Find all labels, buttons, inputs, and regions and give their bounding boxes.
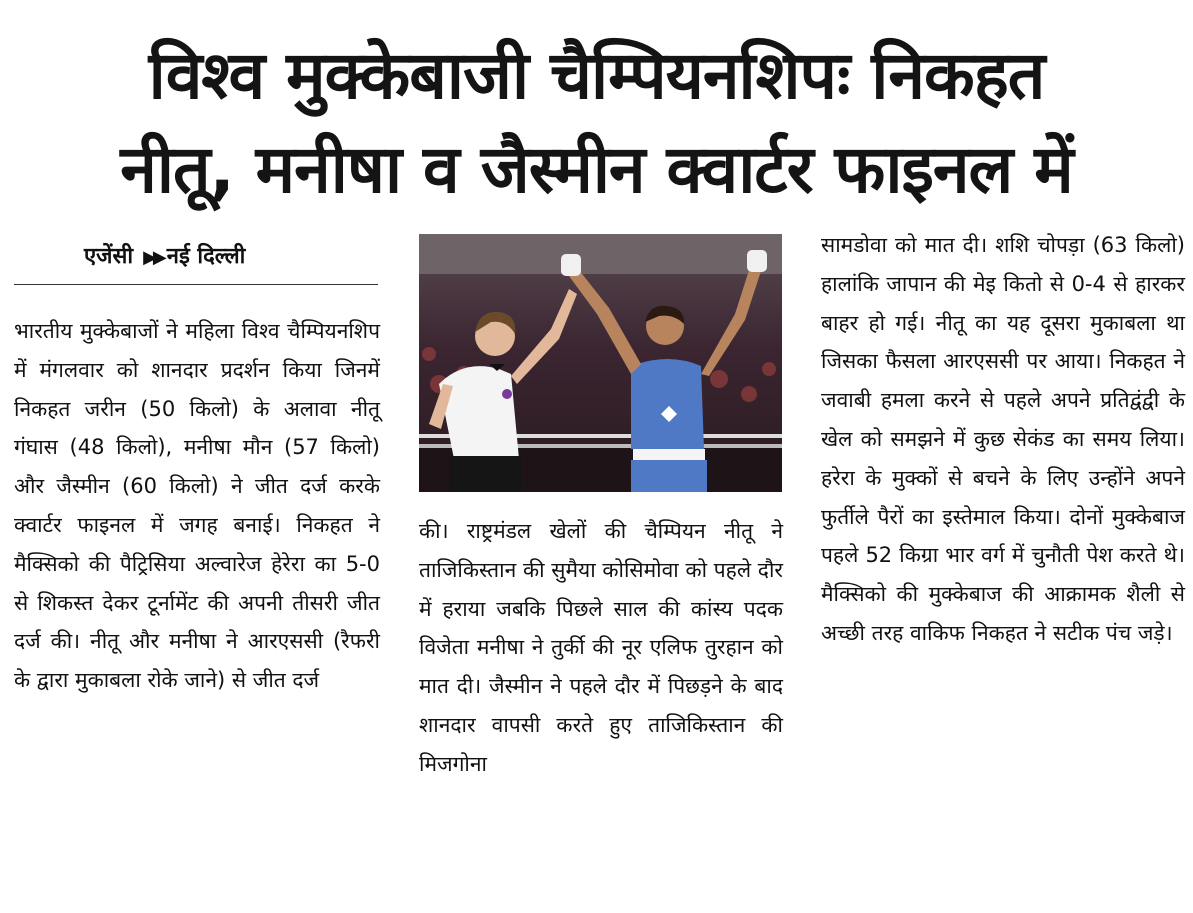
column-1-text: भारतीय मुक्केबाजों ने महिला विश्व चैम्पियनशिप में मंगलवार को शानदार प्रदर्शन किया जिनमें निकहत जरीन (50 किलो) के अलावा नीतू गंघास (48 किलो), मनीषा मौन (57 किलो) और जैस्मीन (60 किलो) ने जीत दर्ज करके क्वार्टर फाइनल में जगह बनाई। निकहत ने मैक्सिको की पैट्रिसिया अल्वारेज हेरेरा का 5-0 से शिकस्त देकर टूर्नामेंट की अपनी तीसरी जीत दर्ज की। नीतू और मनीषा ने आरएससी (रैफरी के द्वारा मुकाबला रोके जाने) से जीत दर्ज xyxy=(14,319,380,693)
boxing-photo xyxy=(419,234,782,492)
referee-raising-boxer-arm-illustration xyxy=(419,234,782,492)
byline-city: नई दिल्ली xyxy=(166,244,246,269)
article-column-3 xyxy=(821,226,1185,653)
play-arrows-icon: ▶▶ xyxy=(143,247,163,268)
article-column-2 xyxy=(419,512,783,784)
byline-divider xyxy=(14,284,378,285)
headline-line-1: विश्व मुक्केबाजी चैम्पियनशिपः निकहत xyxy=(148,37,1045,114)
column-3-text: सामडोवा को मात दी। शशि चोपड़ा (63 किलो) हालांकि जापान की मेइ कितो से 0-4 से हारकर बाहर हो गई। नीतू का यह दूसरा मुकाबला था जिसका फैसला आरएससी पर आया। निकहत ने जवाबी हमला करने से पहले अपने प्रतिद्वंद्वी के खेल को समझने में कुछ सेकंड का समय लिया। हरेरा के मुक्कों से बचने के लिए उन्होंने अपने फुर्तीले पैरों का इस्तेमाल किया। दोनों मुक्केबाज पहले 52 किग्रा भार वर्ग में चुनौती पेश करते थे। मैक्सिको की मुक्केबाज की आक्रामक शैली से अच्छी तरह वाकिफ निकहत ने सटीक पंच जड़े। xyxy=(821,233,1185,645)
byline-agency: एजेंसी xyxy=(84,244,134,269)
column-2-text: की। राष्ट्रमंडल खेलों की चैम्पियन नीतू ने ताजिकिस्तान की सुमैया कोसिमोवा को पहले दौर में हराया जबकि पिछले साल की कांस्य पदक विजेता मनीषा ने तुर्की की नूर एलिफ तुरहान को मात दी। जैस्मीन ने पहले दौर में पिछड़ने के बाद शानदार वापसी करते हुए ताजिकिस्तान की मिजगोना xyxy=(419,519,783,776)
byline xyxy=(84,240,384,275)
article-column-1 xyxy=(14,312,380,700)
headline-line-2: नीतू, मनीषा व जैस्मीन क्वार्टर फाइनल में xyxy=(120,131,1073,208)
